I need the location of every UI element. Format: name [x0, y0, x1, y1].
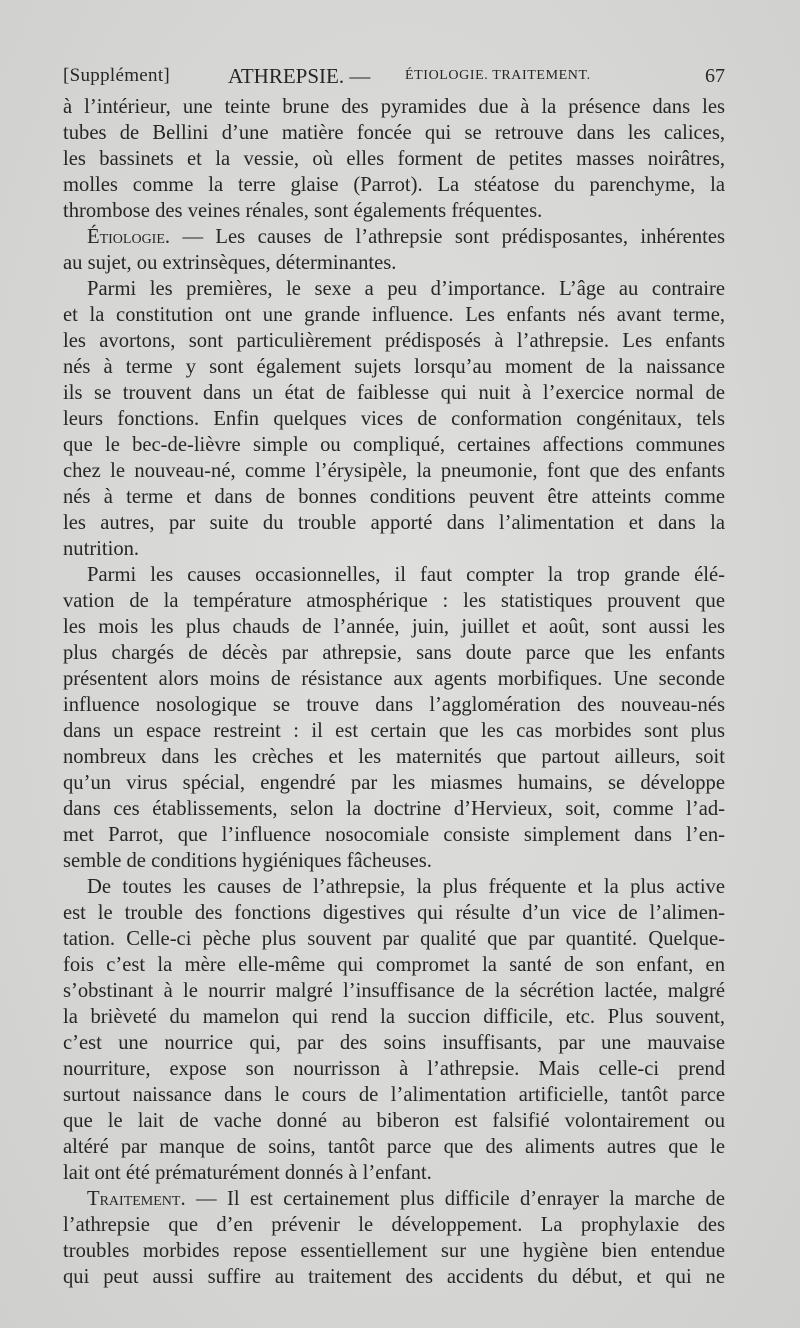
text-line: les mois les plus chauds de l’année, juin, juillet et août, sont aussi les [63, 616, 725, 638]
header-subtitle: ÉTIOLOGIE. TRAITEMENT. [405, 68, 591, 83]
text-line: surtout naissance dans le cours de l’alimentation artificielle, tantôt parce [63, 1084, 725, 1106]
paragraph-traitement [63, 1186, 725, 1290]
text-line: nourriture, expose son nourrisson à l’athrepsie. Mais celle-ci prend [63, 1058, 725, 1080]
text-line: que le lait de vache donné au biberon est falsifié volontairement ou [63, 1110, 725, 1132]
text-line: à l’intérieur, une teinte brune des pyramides due à la présence dans les [63, 96, 725, 118]
text-line [63, 224, 725, 250]
paragraph [63, 276, 725, 562]
paragraph [63, 874, 725, 1186]
section-heading-traitement: Traitement. [87, 1188, 186, 1210]
text-line: l’athrepsie que d’en prévenir le développement. La prophylaxie des [63, 1214, 725, 1236]
body-text [63, 94, 725, 1290]
text-line: au sujet, ou extrinsèques, déterminantes. [63, 252, 397, 274]
text-line [63, 1186, 725, 1212]
text-line: met Parrot, que l’influence nosocomiale consiste simplement dans l’en- [63, 824, 725, 846]
text-run: — Il est certainement plus difficile d’enrayer la marche de [185, 1188, 725, 1210]
text-line: nutrition. [63, 538, 140, 560]
text-line: les autres, par suite du trouble apporté dans l’alimentation et dans la [63, 512, 725, 534]
text-line: thrombose des veines rénales, sont égalements fréquentes. [63, 200, 543, 222]
text-line: c’est une nourrice qui, par des soins insuffisants, par une mauvaise [63, 1032, 725, 1054]
text-line: que le bec-de-lièvre simple ou compliqué, certaines affections communes [63, 434, 725, 456]
header-section-label: [Supplément] [63, 65, 171, 86]
text-line: Parmi les causes occasionnelles, il faut compter la trop grande élé- [87, 564, 725, 586]
text-line: tubes de Bellini d’une matière foncée qui se retrouve dans les calices, [63, 122, 725, 144]
text-line: les avortons, sont particulièrement prédisposés à l’athrepsie. Les enfants [63, 330, 725, 352]
text-line: nés à terme y sont également sujets lorsqu’au moment de la naissance [63, 356, 725, 378]
text-run: — Les causes de l’athrepsie sont prédisposantes, inhérentes [170, 226, 725, 248]
text-line: plus chargés de décès par athrepsie, sans doute parce que les enfants [63, 642, 725, 664]
text-line: la brièveté du mamelon qui rend la succion difficile, etc. Plus souvent, [63, 1006, 725, 1028]
text-line: qui peut aussi suffire au traitement des accidents du début, et qui ne [63, 1266, 725, 1288]
text-line: dans un espace restreint : il est certain que les cas morbides sont plus [63, 720, 725, 742]
text-line: leurs fonctions. Enfin quelques vices de conformation congénitaux, tels [63, 408, 725, 430]
text-line: vation de la température atmosphérique : les statistiques prouvent que [63, 590, 725, 612]
text-line: ils se trouvent dans un état de faiblesse qui nuit à l’exercice normal de [63, 382, 725, 404]
running-header [63, 62, 725, 90]
text-line: altéré par manque de soins, tantôt parce que des aliments autres que le [63, 1136, 725, 1158]
paragraph [63, 562, 725, 874]
text-line: chez le nouveau-né, comme l’érysipèle, la pneumonie, font que des enfants [63, 460, 725, 482]
text-line: influence nosologique se trouve dans l’agglomération des nouveau-nés [63, 694, 725, 716]
text-line: qu’un virus spécial, engendré par les miasmes humains, se développe [63, 772, 725, 794]
text-line: nés à terme et dans de bonnes conditions peuvent être atteints comme [63, 486, 725, 508]
text-line: fois c’est la mère elle-même qui compromet la santé de son enfant, en [63, 954, 725, 976]
text-line: tation. Celle-ci pèche plus souvent par qualité que par quantité. Quelque- [63, 928, 725, 950]
text-line: les bassinets et la vessie, où elles forment de petites masses noirâtres, [63, 148, 725, 170]
text-line: présentent alors moins de résistance aux agents morbifiques. Une seconde [63, 668, 725, 690]
text-line: Parmi les premières, le sexe a peu d’importance. L’âge au contraire [87, 278, 725, 300]
page-number: 67 [705, 65, 725, 87]
text-line: s’obstinant à le nourrir malgré l’insuffisance de la sécrétion lactée, malgré [63, 980, 725, 1002]
text-line: et la constitution ont une grande influence. Les enfants nés avant terme, [63, 304, 725, 326]
text-line: De toutes les causes de l’athrepsie, la plus fréquente et la plus active [87, 876, 725, 898]
text-line: troubles morbides repose essentiellement sur une hygiène bien entendue [63, 1240, 725, 1262]
section-heading-etiologie: Étiologie. [87, 226, 171, 248]
text-line: est le trouble des fonctions digestives qui résulte d’un vice de l’alimen- [63, 902, 725, 924]
text-line: dans ces établissements, selon la doctrine d’Hervieux, soit, comme l’ad- [63, 798, 725, 820]
paragraph-etiologie [63, 224, 725, 276]
text-line: molles comme la terre glaise (Parrot). La stéatose du parenchyme, la [63, 174, 725, 196]
text-line: nombreux dans les crèches et les maternités que partout ailleurs, soit [63, 746, 725, 768]
text-line: semble de conditions hygiéniques fâcheuses. [63, 850, 432, 872]
paragraph [63, 94, 725, 224]
header-title: ATHREPSIE. — [228, 64, 371, 88]
text-line: lait ont été prématurément donnés à l’enfant. [63, 1162, 432, 1184]
